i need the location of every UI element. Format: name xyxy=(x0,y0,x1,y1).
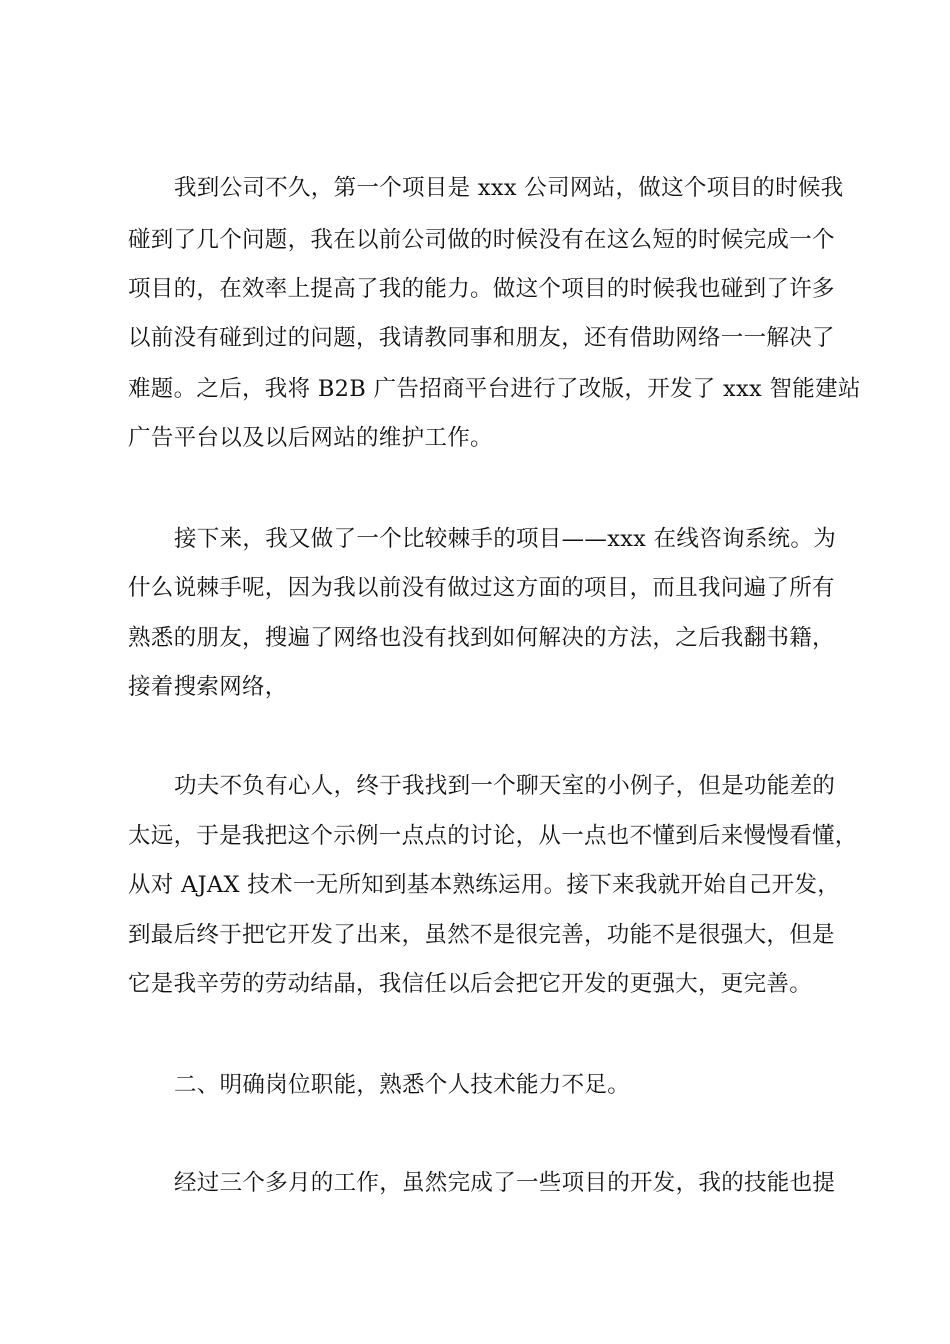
text-line: 从对 AJAX 技术一无所知到基本熟练运用。接下来我就开始自己开发， xyxy=(128,872,841,898)
text-line: 难题。之后，我将 B2B 广告招商平台进行了改版，开发了 xxx 智能建站 xyxy=(128,376,861,402)
text-line: 我到公司不久，第一个项目是 xxx 公司网站，做这个项目的时候我 xyxy=(174,175,844,201)
text-line: 它是我辛劳的劳动结晶，我信任以后会把它开发的更强大，更完善。 xyxy=(128,971,813,997)
text-line: 碰到了几个问题，我在以前公司做的时候没有在这么短的时候完成一个 xyxy=(128,227,835,253)
text-line: 到最后终于把它开发了出来，虽然不是很完善，功能不是很强大，但是 xyxy=(128,922,835,948)
text-line: 接着搜索网络， xyxy=(128,674,288,700)
text-line: 什么说棘手呢，因为我以前没有做过这方面的项目，而且我问遍了所有 xyxy=(128,575,835,601)
section-heading: 二、明确岗位职能，熟悉个人技术能力不足。 xyxy=(174,1072,631,1098)
text-line: 以前没有碰到过的问题，我请教同事和朋友，还有借助网络一一解决了 xyxy=(128,325,835,351)
text-line: 熟悉的朋友，搜遍了网络也没有找到如何解决的方法，之后我翻书籍， xyxy=(128,625,835,651)
text-line: 项目的，在效率上提高了我的能力。做这个项目的时候我也碰到了许多 xyxy=(128,276,835,302)
text-line: 接下来，我又做了一个比较棘手的项目——xxx 在线咨询系统。为 xyxy=(174,526,837,552)
text-line: 太远，于是我把这个示例一点点的讨论，从一点也不懂到后来慢慢看懂， xyxy=(128,823,858,849)
text-line: 功夫不负有心人，终于我找到一个聊天室的小例子，但是功能差的 xyxy=(174,773,836,799)
text-line: 广告平台以及以后网站的维护工作。 xyxy=(128,425,493,451)
text-line: 经过三个多月的工作，虽然完成了一些项目的开发，我的技能也提 xyxy=(174,1170,836,1196)
